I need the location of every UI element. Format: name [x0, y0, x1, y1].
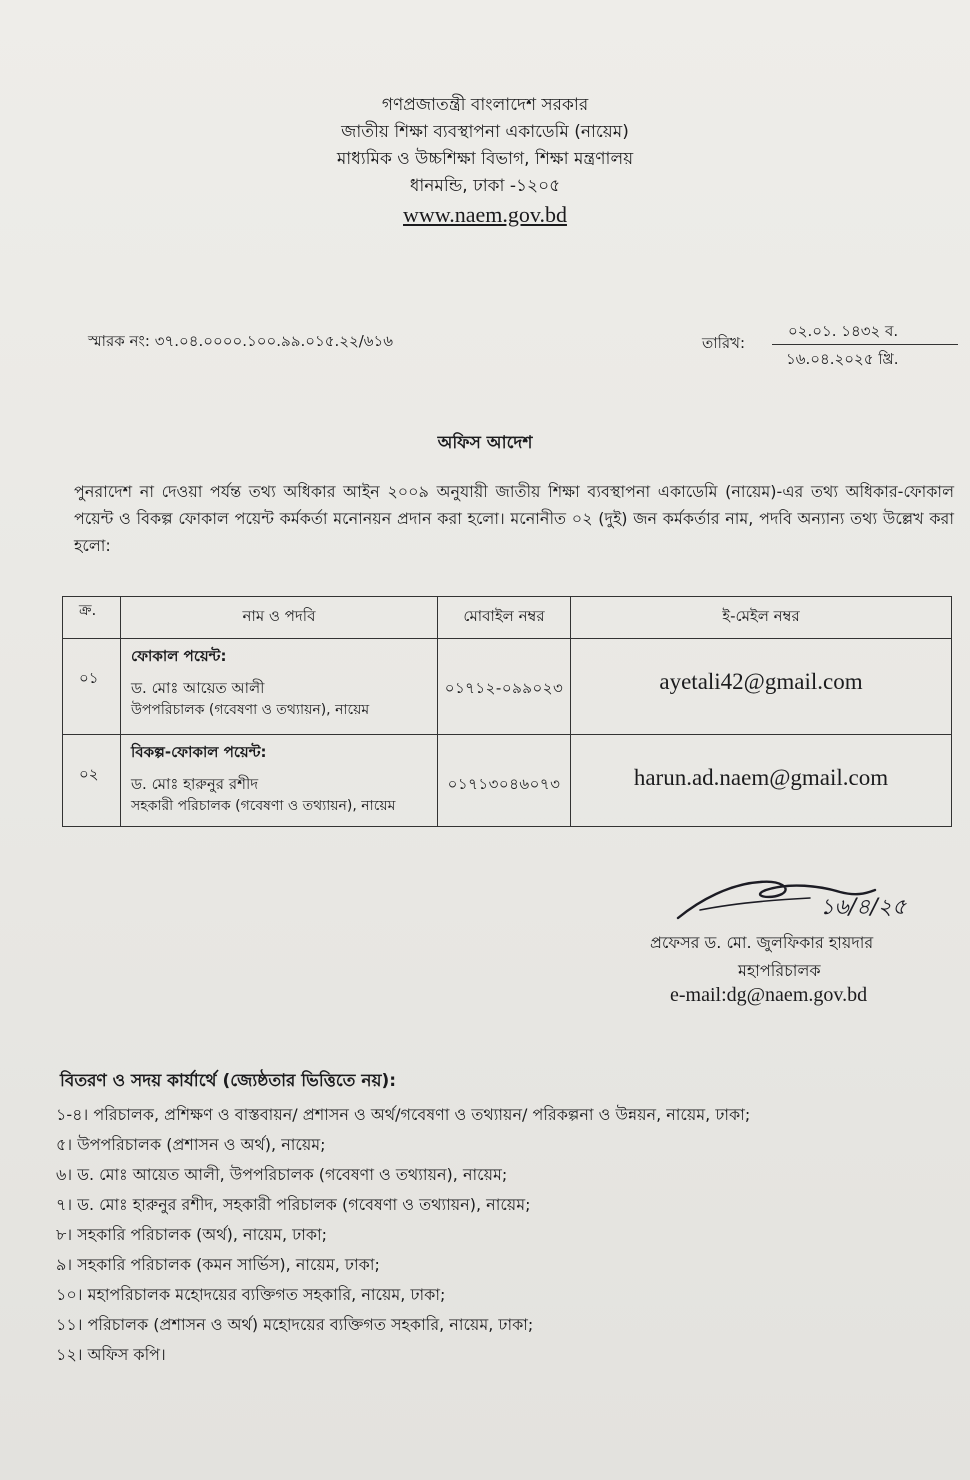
header-serial: ক্র.: [63, 597, 121, 639]
order-title: অফিস আদেশ: [437, 433, 533, 453]
row-serial: ০১: [63, 639, 121, 735]
row-name-cell: [121, 639, 438, 735]
list-item: ৫। উপপরিচালক (প্রশাসন ও অর্থ), নায়েম;: [56, 1135, 326, 1154]
date-block: [702, 320, 958, 370]
list-item: ৬। ড. মোঃ আয়েত আলী, উপপরিচালক (গবেষণা ও তথ্যায়ন), নায়েম;: [56, 1165, 508, 1184]
header-name: নাম ও পদবি: [121, 597, 438, 639]
signatory-email[interactable]: e-mail:dg@naem.gov.bd: [670, 984, 868, 1006]
list-item: ১০। মহাপরিচালক মহোদয়ের ব্যক্তিগত সহকারি, নায়েম, ঢাকা;: [56, 1285, 446, 1304]
signature-date: ১৬/৪/২৫: [820, 895, 907, 920]
row-email[interactable]: harun.ad.naem@gmail.com: [571, 735, 952, 827]
header-mobile: মোবাইল নম্বর: [438, 597, 571, 639]
row-designation: উপপরিচালক (গবেষণা ও তথ্যায়ন), নায়েম: [131, 702, 370, 718]
date-divider: [772, 344, 958, 345]
list-item: ৯। সহকারি পরিচালক (কমন সার্ভিস), নায়েম, ঢাকা;: [56, 1255, 380, 1274]
address: ধানমন্ডি, ঢাকা -১২০৫: [409, 176, 561, 196]
intro-paragraph: পুনরাদেশ না দেওয়া পর্যন্ত তথ্য অধিকার আইন ২০০৯ অনুযায়ী জাতীয় শিক্ষা ব্যবস্থাপনা একাডেমি (নায়েম)-এর তথ্য অধিকার-ফোকাল পয়েন্ট ও বিকল্প ফোকাল পয়েন্ট কর্মকর্তা মনোনয়ন প্রদান করা হলো। মনোনীত ০২ (দুই) জন কর্মকর্তার নাম, পদবি অন্যান্য তথ্য উল্লেখ করা হলো:: [74, 482, 954, 555]
row-email[interactable]: ayetali42@gmail.com: [571, 639, 952, 735]
table-header-row: [63, 597, 952, 639]
row-serial: ০২: [63, 735, 121, 827]
table-row: [63, 639, 952, 735]
list-item: ১১। পরিচালক (প্রশাসন ও অর্থ) মহোদয়ের ব্যক্তিগত সহকারি, নায়েম, ঢাকা;: [56, 1315, 534, 1334]
list-item: ১-৪। পরিচালক, প্রশিক্ষণ ও বাস্তবায়ন/ প্রশাসন ও অর্থ/গবেষণা ও তথ্যায়ন/ পরিকল্পনা ও উন্নয়ন, নায়েম, ঢাকা;: [56, 1105, 751, 1124]
academy-name: জাতীয় শিক্ষা ব্যবস্থাপনা একাডেমি (নায়েম): [341, 122, 629, 142]
header-email: ই-মেইল নম্বর: [571, 597, 952, 639]
date-bengali: ০২.০১. ১৪৩২ ব.: [788, 322, 899, 340]
distribution-title: বিতরণ ও সদয় কার্যার্থে (জ্যেষ্ঠতার ভিত্তিতে নয়):: [60, 1071, 397, 1091]
government-name: গণপ্রজাতন্ত্রী বাংলাদেশ সরকার: [381, 95, 589, 115]
list-item: ৭। ড. মোঃ হারুনুর রশীদ, সহকারী পরিচালক (গবেষণা ও তথ্যায়ন), নায়েম;: [56, 1195, 531, 1214]
row-officer-name: ড. মোঃ আয়েত আলী: [131, 679, 265, 697]
signature-block: [600, 870, 940, 1030]
ministry-name: মাধ্যমিক ও উচ্চশিক্ষা বিভাগ, শিক্ষা মন্ত্রণালয়: [336, 149, 634, 169]
list-item: ১২। অফিস কপি।: [56, 1345, 166, 1364]
memo-number: স্মারক নং: ৩৭.০৪.০০০০.১০০.৯৯.০১৫.২২/৬১৬: [88, 332, 394, 350]
date-gregorian: ১৬.০৪.২০২৫ খ্রি.: [786, 350, 899, 368]
row-role: বিকল্প-ফোকাল পয়েন্ট:: [131, 743, 267, 761]
row-name-cell: [121, 735, 438, 827]
letterhead: [0, 92, 970, 228]
handwritten-signature: [670, 870, 940, 928]
table-row: [63, 735, 952, 827]
website-link[interactable]: www.naem.gov.bd: [403, 202, 567, 227]
list-item: ৮। সহকারি পরিচালক (অর্থ), নায়েম, ঢাকা;: [56, 1225, 328, 1244]
signatory-name: প্রফেসর ড. মো. জুলফিকার হায়দার: [650, 933, 874, 952]
row-officer-name: ড. মোঃ হারুনুর রশীদ: [131, 775, 259, 793]
officers-table: [62, 596, 952, 827]
row-mobile: ০১৭১২-০৯৯০২৩: [438, 639, 571, 735]
distribution-list: [56, 1100, 946, 1370]
row-mobile: ০১৭১৩০৪৬০৭৩: [438, 735, 571, 827]
signatory-title: মহাপরিচালক: [738, 961, 821, 980]
date-label: তারিখ:: [702, 334, 746, 352]
row-designation: সহকারী পরিচালক (গবেষণা ও তথ্যায়ন), নায়েম: [131, 798, 396, 814]
row-role: ফোকাল পয়েন্ট:: [131, 647, 227, 665]
